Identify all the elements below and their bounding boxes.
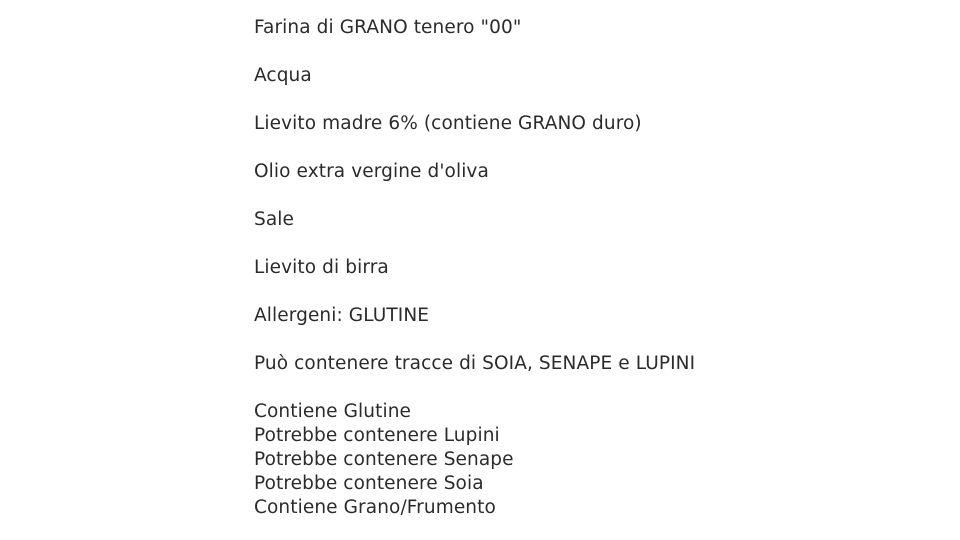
ingredient-item: Lievito di birra [254, 257, 389, 278]
allergen-notes [254, 400, 894, 520]
allergen-note: Potrebbe contenere Soia [254, 473, 484, 494]
allergens-line: Allergeni: GLUTINE [254, 305, 430, 326]
allergen-note: Contiene Grano/Frumento [254, 497, 496, 518]
ingredient-item: Lievito madre 6% (contiene GRANO duro) [254, 113, 642, 134]
ingredients-panel [254, 16, 894, 520]
ingredient-item: Farina di GRANO tenero "00" [254, 17, 522, 38]
ingredient-item: Olio extra vergine d'oliva [254, 161, 489, 182]
ingredient-item: Sale [254, 209, 295, 230]
allergen-note: Potrebbe contenere Senape [254, 449, 514, 470]
ingredient-item: Acqua [254, 65, 312, 86]
allergen-note: Potrebbe contenere Lupini [254, 425, 500, 446]
allergen-note: Contiene Glutine [254, 401, 412, 422]
ingredient-list [254, 16, 894, 376]
traces-warning: Può contenere tracce di SOIA, SENAPE e LUPINI [254, 353, 696, 374]
